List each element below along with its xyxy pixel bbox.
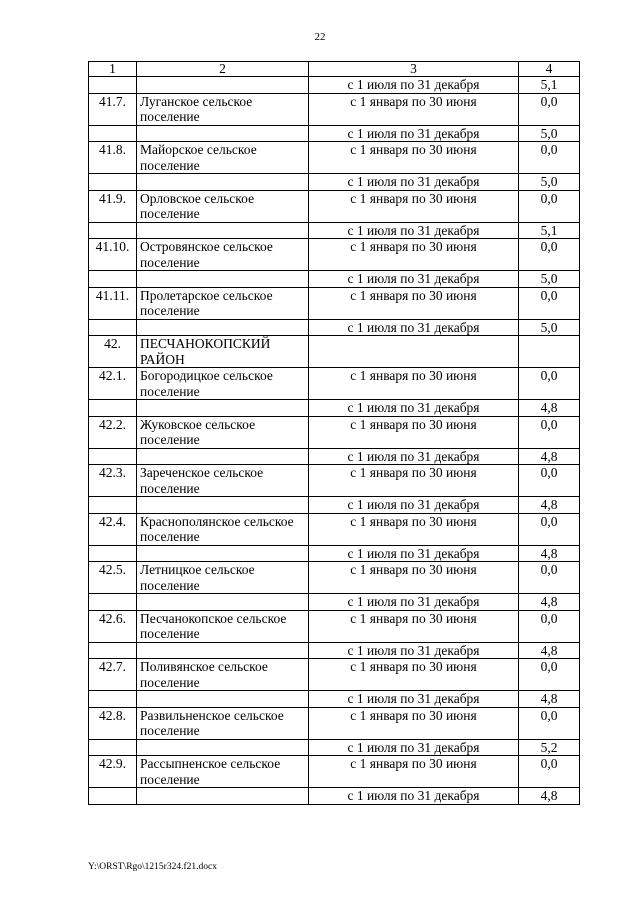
table-row: [89, 400, 580, 417]
row-number-cell: [89, 739, 137, 756]
period-cell: с 1 января по 30 июня: [309, 190, 519, 222]
rate-value-cell: 4,8: [519, 448, 580, 465]
table-row: [89, 562, 580, 594]
period-cell: с 1 июля по 31 декабря: [309, 125, 519, 142]
rate-value-cell: 5,0: [519, 125, 580, 142]
row-number-cell: [89, 497, 137, 514]
table-row: [89, 739, 580, 756]
settlement-name-cell: [137, 400, 309, 417]
rate-value-cell: 0,0: [519, 756, 580, 788]
period-cell: с 1 июля по 31 декабря: [309, 594, 519, 611]
column-header-4: 4: [519, 62, 580, 77]
column-header-2: 2: [137, 62, 309, 77]
row-number-cell: 42.4.: [89, 513, 137, 545]
rate-value-cell: 5,0: [519, 271, 580, 288]
row-number-cell: [89, 788, 137, 805]
table-header-row: [89, 62, 580, 77]
table-row: [89, 707, 580, 739]
period-cell: с 1 января по 30 июня: [309, 465, 519, 497]
table-row: [89, 756, 580, 788]
row-number-cell: [89, 448, 137, 465]
settlement-name-cell: Краснополянское сельское поселение: [137, 513, 309, 545]
period-cell: с 1 января по 30 июня: [309, 368, 519, 400]
rate-value-cell: 0,0: [519, 562, 580, 594]
settlement-name-cell: [137, 77, 309, 94]
settlement-name-cell: Развильненское сельское поселение: [137, 707, 309, 739]
period-cell: с 1 января по 30 июня: [309, 659, 519, 691]
footer-file-path: Y:\ORST\Rgo\1215r324.f21.docx: [88, 862, 217, 872]
settlement-name-cell: [137, 642, 309, 659]
settlement-name-cell: [137, 545, 309, 562]
period-cell: с 1 июля по 31 декабря: [309, 271, 519, 288]
period-cell: с 1 июля по 31 декабря: [309, 497, 519, 514]
rate-value-cell: 5,1: [519, 222, 580, 239]
period-cell: с 1 июля по 31 декабря: [309, 400, 519, 417]
table-row: [89, 642, 580, 659]
row-number-cell: 42.1.: [89, 368, 137, 400]
row-number-cell: [89, 271, 137, 288]
table-row: [89, 545, 580, 562]
period-cell: с 1 января по 30 июня: [309, 562, 519, 594]
rate-value-cell: 4,8: [519, 642, 580, 659]
period-cell: с 1 июля по 31 декабря: [309, 691, 519, 708]
row-number-cell: 42.2.: [89, 416, 137, 448]
row-number-cell: [89, 174, 137, 191]
rate-value-cell: 4,8: [519, 788, 580, 805]
rate-value-cell: 0,0: [519, 610, 580, 642]
settlement-name-cell: [137, 271, 309, 288]
tariff-table: [88, 61, 580, 805]
row-number-cell: [89, 642, 137, 659]
rate-value-cell: 5,0: [519, 174, 580, 191]
period-cell: с 1 января по 30 июня: [309, 707, 519, 739]
row-number-cell: [89, 691, 137, 708]
rate-value-cell: 4,8: [519, 400, 580, 417]
table-row: [89, 239, 580, 271]
row-number-cell: 42.6.: [89, 610, 137, 642]
settlement-name-cell: Майорское сельское поселение: [137, 142, 309, 174]
rate-value-cell: 0,0: [519, 368, 580, 400]
settlement-name-cell: Островянское сельское поселение: [137, 239, 309, 271]
period-cell: с 1 января по 30 июня: [309, 287, 519, 319]
settlement-name-cell: [137, 448, 309, 465]
row-number-cell: [89, 400, 137, 417]
rate-value-cell: 0,0: [519, 416, 580, 448]
table-row: [89, 610, 580, 642]
row-number-cell: 42.7.: [89, 659, 137, 691]
settlement-name-cell: [137, 222, 309, 239]
table-row: [89, 448, 580, 465]
table-row: [89, 497, 580, 514]
row-number-cell: 42.9.: [89, 756, 137, 788]
table-row: [89, 691, 580, 708]
table-row: [89, 222, 580, 239]
settlement-name-cell: [137, 497, 309, 514]
table-row: [89, 319, 580, 336]
table-row: [89, 190, 580, 222]
table-row: [89, 336, 580, 368]
row-number-cell: [89, 545, 137, 562]
table-row: [89, 142, 580, 174]
table-row: [89, 77, 580, 94]
settlement-name-cell: Летницкое сельское поселение: [137, 562, 309, 594]
period-cell: с 1 января по 30 июня: [309, 93, 519, 125]
settlement-name-cell: Рассыпненское сельское поселение: [137, 756, 309, 788]
period-cell: с 1 июля по 31 декабря: [309, 319, 519, 336]
row-number-cell: 41.7.: [89, 93, 137, 125]
rate-value-cell: 0,0: [519, 142, 580, 174]
rate-value-cell: [519, 336, 580, 368]
period-cell: с 1 июля по 31 декабря: [309, 642, 519, 659]
rate-value-cell: 0,0: [519, 93, 580, 125]
settlement-name-cell: [137, 594, 309, 611]
period-cell: с 1 июля по 31 декабря: [309, 174, 519, 191]
table-row: [89, 788, 580, 805]
table-row: [89, 287, 580, 319]
table-row: [89, 174, 580, 191]
settlement-name-cell: [137, 319, 309, 336]
row-number-cell: [89, 594, 137, 611]
table-row: [89, 125, 580, 142]
settlement-name-cell: [137, 691, 309, 708]
period-cell: [309, 336, 519, 368]
rate-value-cell: 0,0: [519, 287, 580, 319]
period-cell: с 1 января по 30 июня: [309, 239, 519, 271]
row-number-cell: [89, 77, 137, 94]
page-number: 22: [314, 31, 326, 43]
period-cell: с 1 июля по 31 декабря: [309, 545, 519, 562]
period-cell: с 1 июля по 31 декабря: [309, 788, 519, 805]
table-row: [89, 416, 580, 448]
settlement-name-cell: Богородицкое сельское поселение: [137, 368, 309, 400]
rate-value-cell: 4,8: [519, 545, 580, 562]
period-cell: с 1 июля по 31 декабря: [309, 448, 519, 465]
rate-value-cell: 4,8: [519, 691, 580, 708]
rate-value-cell: 5,1: [519, 77, 580, 94]
rate-value-cell: 0,0: [519, 659, 580, 691]
row-number-cell: 42.: [89, 336, 137, 368]
settlement-name-cell: Орловское сельское поселение: [137, 190, 309, 222]
row-number-cell: 41.8.: [89, 142, 137, 174]
rate-value-cell: 0,0: [519, 465, 580, 497]
period-cell: с 1 января по 30 июня: [309, 416, 519, 448]
settlement-name-cell: Пролетарское сельское поселение: [137, 287, 309, 319]
rate-value-cell: 0,0: [519, 190, 580, 222]
settlement-name-cell: ПЕСЧАНОКОПСКИЙ РАЙОН: [137, 336, 309, 368]
rate-value-cell: 4,8: [519, 594, 580, 611]
period-cell: с 1 января по 30 июня: [309, 610, 519, 642]
settlement-name-cell: [137, 174, 309, 191]
table-row: [89, 659, 580, 691]
period-cell: с 1 января по 30 июня: [309, 756, 519, 788]
settlement-name-cell: Песчанокопское сельское поселение: [137, 610, 309, 642]
settlement-name-cell: Поливянское сельское поселение: [137, 659, 309, 691]
settlement-name-cell: [137, 739, 309, 756]
settlement-name-cell: Луганское сельское поселение: [137, 93, 309, 125]
settlement-name-cell: [137, 125, 309, 142]
period-cell: с 1 июля по 31 декабря: [309, 77, 519, 94]
period-cell: с 1 июля по 31 декабря: [309, 222, 519, 239]
column-header-1: 1: [89, 62, 137, 77]
row-number-cell: [89, 125, 137, 142]
period-cell: с 1 января по 30 июня: [309, 513, 519, 545]
settlement-name-cell: Зареченское сельское поселение: [137, 465, 309, 497]
row-number-cell: 41.11.: [89, 287, 137, 319]
period-cell: с 1 января по 30 июня: [309, 142, 519, 174]
period-cell: с 1 июля по 31 декабря: [309, 739, 519, 756]
rate-value-cell: 0,0: [519, 513, 580, 545]
settlement-name-cell: Жуковское сельское поселение: [137, 416, 309, 448]
rate-value-cell: 5,2: [519, 739, 580, 756]
row-number-cell: 42.8.: [89, 707, 137, 739]
rate-value-cell: 0,0: [519, 707, 580, 739]
row-number-cell: [89, 222, 137, 239]
table-row: [89, 594, 580, 611]
row-number-cell: [89, 319, 137, 336]
row-number-cell: 41.9.: [89, 190, 137, 222]
table-body: [89, 77, 580, 805]
table-row: [89, 93, 580, 125]
rate-value-cell: 4,8: [519, 497, 580, 514]
table-row: [89, 465, 580, 497]
table-row: [89, 513, 580, 545]
table-row: [89, 271, 580, 288]
settlement-name-cell: [137, 788, 309, 805]
row-number-cell: 42.3.: [89, 465, 137, 497]
row-number-cell: 42.5.: [89, 562, 137, 594]
rate-value-cell: 0,0: [519, 239, 580, 271]
row-number-cell: 41.10.: [89, 239, 137, 271]
column-header-3: 3: [309, 62, 519, 77]
table-row: [89, 368, 580, 400]
rate-value-cell: 5,0: [519, 319, 580, 336]
